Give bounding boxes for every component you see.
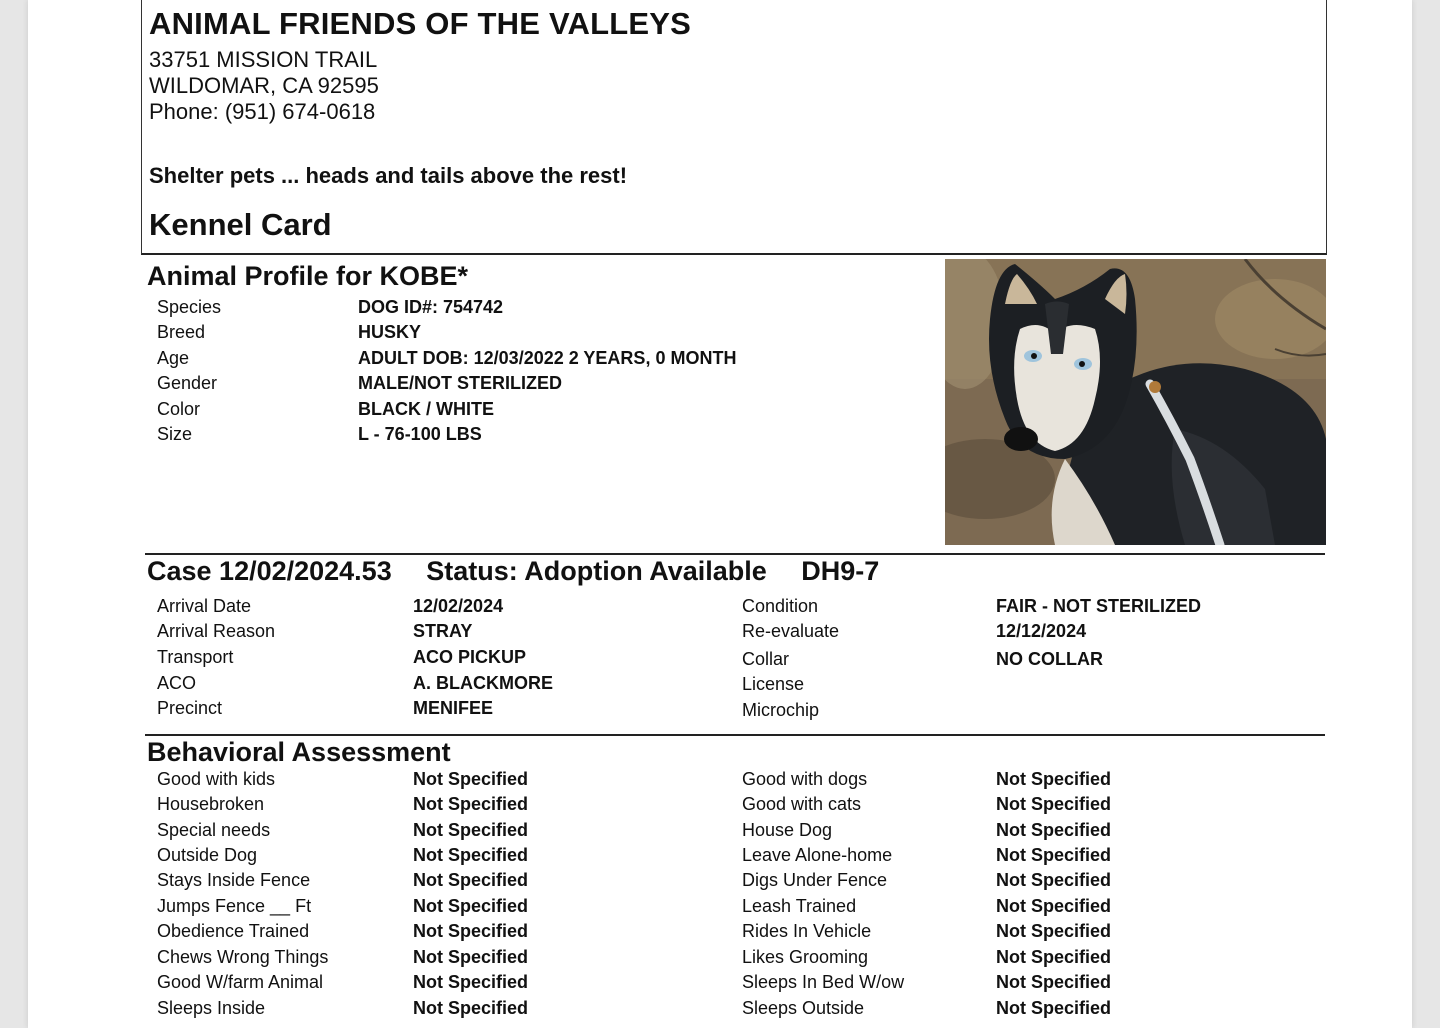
behavior-label: Jumps Fence __ Ft bbox=[157, 896, 312, 916]
section-divider bbox=[145, 553, 1325, 555]
case-label: Microchip bbox=[742, 700, 820, 720]
profile-row-breed bbox=[157, 322, 857, 347]
profile-row-size bbox=[157, 424, 857, 449]
behavior-value: Not Specified bbox=[996, 870, 1112, 890]
profile-label: Age bbox=[157, 348, 190, 368]
behavior-value: Not Specified bbox=[996, 921, 1112, 941]
profile-title: Animal Profile for KOBE* bbox=[147, 261, 469, 291]
case-value: 12/02/2024 bbox=[413, 596, 504, 616]
case-number: Case 12/02/2024.53 bbox=[147, 556, 392, 586]
behavior-label: Good W/farm Animal bbox=[157, 972, 324, 992]
behavior-label: Leash Trained bbox=[742, 896, 857, 916]
case-value: STRAY bbox=[413, 621, 473, 641]
behavior-value: Not Specified bbox=[413, 845, 529, 865]
profile-row-gender bbox=[157, 373, 857, 398]
case-label: Precinct bbox=[157, 698, 223, 718]
behavior-label: Sleeps In Bed W/ow bbox=[742, 972, 905, 992]
behavior-value: Not Specified bbox=[996, 769, 1112, 789]
behavior-value: Not Specified bbox=[413, 896, 529, 916]
case-value: 12/12/2024 bbox=[996, 621, 1087, 641]
behavior-label: Outside Dog bbox=[157, 845, 258, 865]
behavior-value: Not Specified bbox=[996, 845, 1112, 865]
behavior-label: House Dog bbox=[742, 820, 833, 840]
document-page bbox=[28, 0, 1412, 1028]
behavior-label: Leave Alone-home bbox=[742, 845, 893, 865]
behavior-label: Good with cats bbox=[742, 794, 862, 814]
behavior-title: Behavioral Assessment bbox=[147, 737, 451, 767]
behavior-value: Not Specified bbox=[413, 769, 529, 789]
behavior-label: Likes Grooming bbox=[742, 947, 869, 967]
behavior-label: Digs Under Fence bbox=[742, 870, 888, 890]
behavior-value: Not Specified bbox=[996, 820, 1112, 840]
behavior-value: Not Specified bbox=[996, 998, 1112, 1018]
behavior-value: Not Specified bbox=[413, 921, 529, 941]
behavior-value: Not Specified bbox=[996, 794, 1112, 814]
slogan: Shelter pets ... heads and tails above the rest! bbox=[149, 163, 628, 188]
behavior-value: Not Specified bbox=[996, 947, 1112, 967]
behavior-label: Sleeps Inside bbox=[157, 998, 266, 1018]
case-label: ACO bbox=[157, 673, 197, 693]
case-value: NO COLLAR bbox=[996, 649, 1103, 669]
behavior-label: Obedience Trained bbox=[157, 921, 310, 941]
profile-value: ADULT DOB: 12/03/2022 2 YEARS, 0 MONTH bbox=[358, 348, 737, 368]
profile-row-species bbox=[157, 297, 857, 322]
case-value: FAIR - NOT STERILIZED bbox=[996, 596, 1201, 616]
case-value: MENIFEE bbox=[413, 698, 494, 718]
case-label: Collar bbox=[742, 649, 790, 669]
profile-label: Color bbox=[157, 399, 201, 419]
case-header bbox=[147, 556, 906, 587]
behavior-value: Not Specified bbox=[413, 820, 529, 840]
profile-value: MALE/NOT STERILIZED bbox=[358, 373, 562, 393]
behavior-label: Sleeps Outside bbox=[742, 998, 865, 1018]
phone-number: Phone: (951) 674-0618 bbox=[149, 99, 376, 124]
profile-label: Gender bbox=[157, 373, 218, 393]
case-value: ACO PICKUP bbox=[413, 647, 527, 667]
behavior-value: Not Specified bbox=[413, 794, 529, 814]
behavior-label: Housebroken bbox=[157, 794, 265, 814]
behavior-label: Chews Wrong Things bbox=[157, 947, 329, 967]
behavior-value: Not Specified bbox=[996, 896, 1112, 916]
behavior-value: Not Specified bbox=[413, 998, 529, 1018]
org-name: ANIMAL FRIENDS OF THE VALLEYS bbox=[149, 6, 692, 41]
behavior-value: Not Specified bbox=[413, 972, 529, 992]
profile-label: Size bbox=[157, 424, 193, 444]
profile-row-age bbox=[157, 348, 857, 373]
behavior-label: Good with dogs bbox=[742, 769, 868, 789]
profile-value: L - 76-100 LBS bbox=[358, 424, 482, 444]
behavior-value: Not Specified bbox=[996, 972, 1112, 992]
case-label: License bbox=[742, 674, 805, 694]
case-status: Status: Adoption Available bbox=[426, 556, 767, 586]
profile-label: Species bbox=[157, 297, 222, 317]
document-title: Kennel Card bbox=[149, 207, 332, 242]
behavior-label: Good with kids bbox=[157, 769, 276, 789]
address-line-2: WILDOMAR, CA 92595 bbox=[149, 73, 379, 98]
case-label: Arrival Date bbox=[157, 596, 252, 616]
profile-value: DOG ID#: 754742 bbox=[358, 297, 504, 317]
address-line-1: 33751 MISSION TRAIL bbox=[149, 47, 378, 72]
behavior-label: Rides In Vehicle bbox=[742, 921, 872, 941]
kennel-number: DH9-7 bbox=[801, 556, 880, 586]
profile-row-color bbox=[157, 399, 857, 424]
case-label: Condition bbox=[742, 596, 819, 616]
case-label: Arrival Reason bbox=[157, 621, 276, 641]
behavior-label: Special needs bbox=[157, 820, 271, 840]
behavior-value: Not Specified bbox=[413, 947, 529, 967]
profile-label: Breed bbox=[157, 322, 206, 342]
behavior-label: Stays Inside Fence bbox=[157, 870, 311, 890]
profile-value: HUSKY bbox=[358, 322, 422, 342]
profile-value: BLACK / WHITE bbox=[358, 399, 494, 419]
behavior-value: Not Specified bbox=[413, 870, 529, 890]
case-value: A. BLACKMORE bbox=[413, 673, 553, 693]
case-label: Transport bbox=[157, 647, 234, 667]
husky-dog-photo bbox=[945, 259, 1326, 545]
section-divider bbox=[145, 734, 1325, 736]
case-label: Re-evaluate bbox=[742, 621, 840, 641]
